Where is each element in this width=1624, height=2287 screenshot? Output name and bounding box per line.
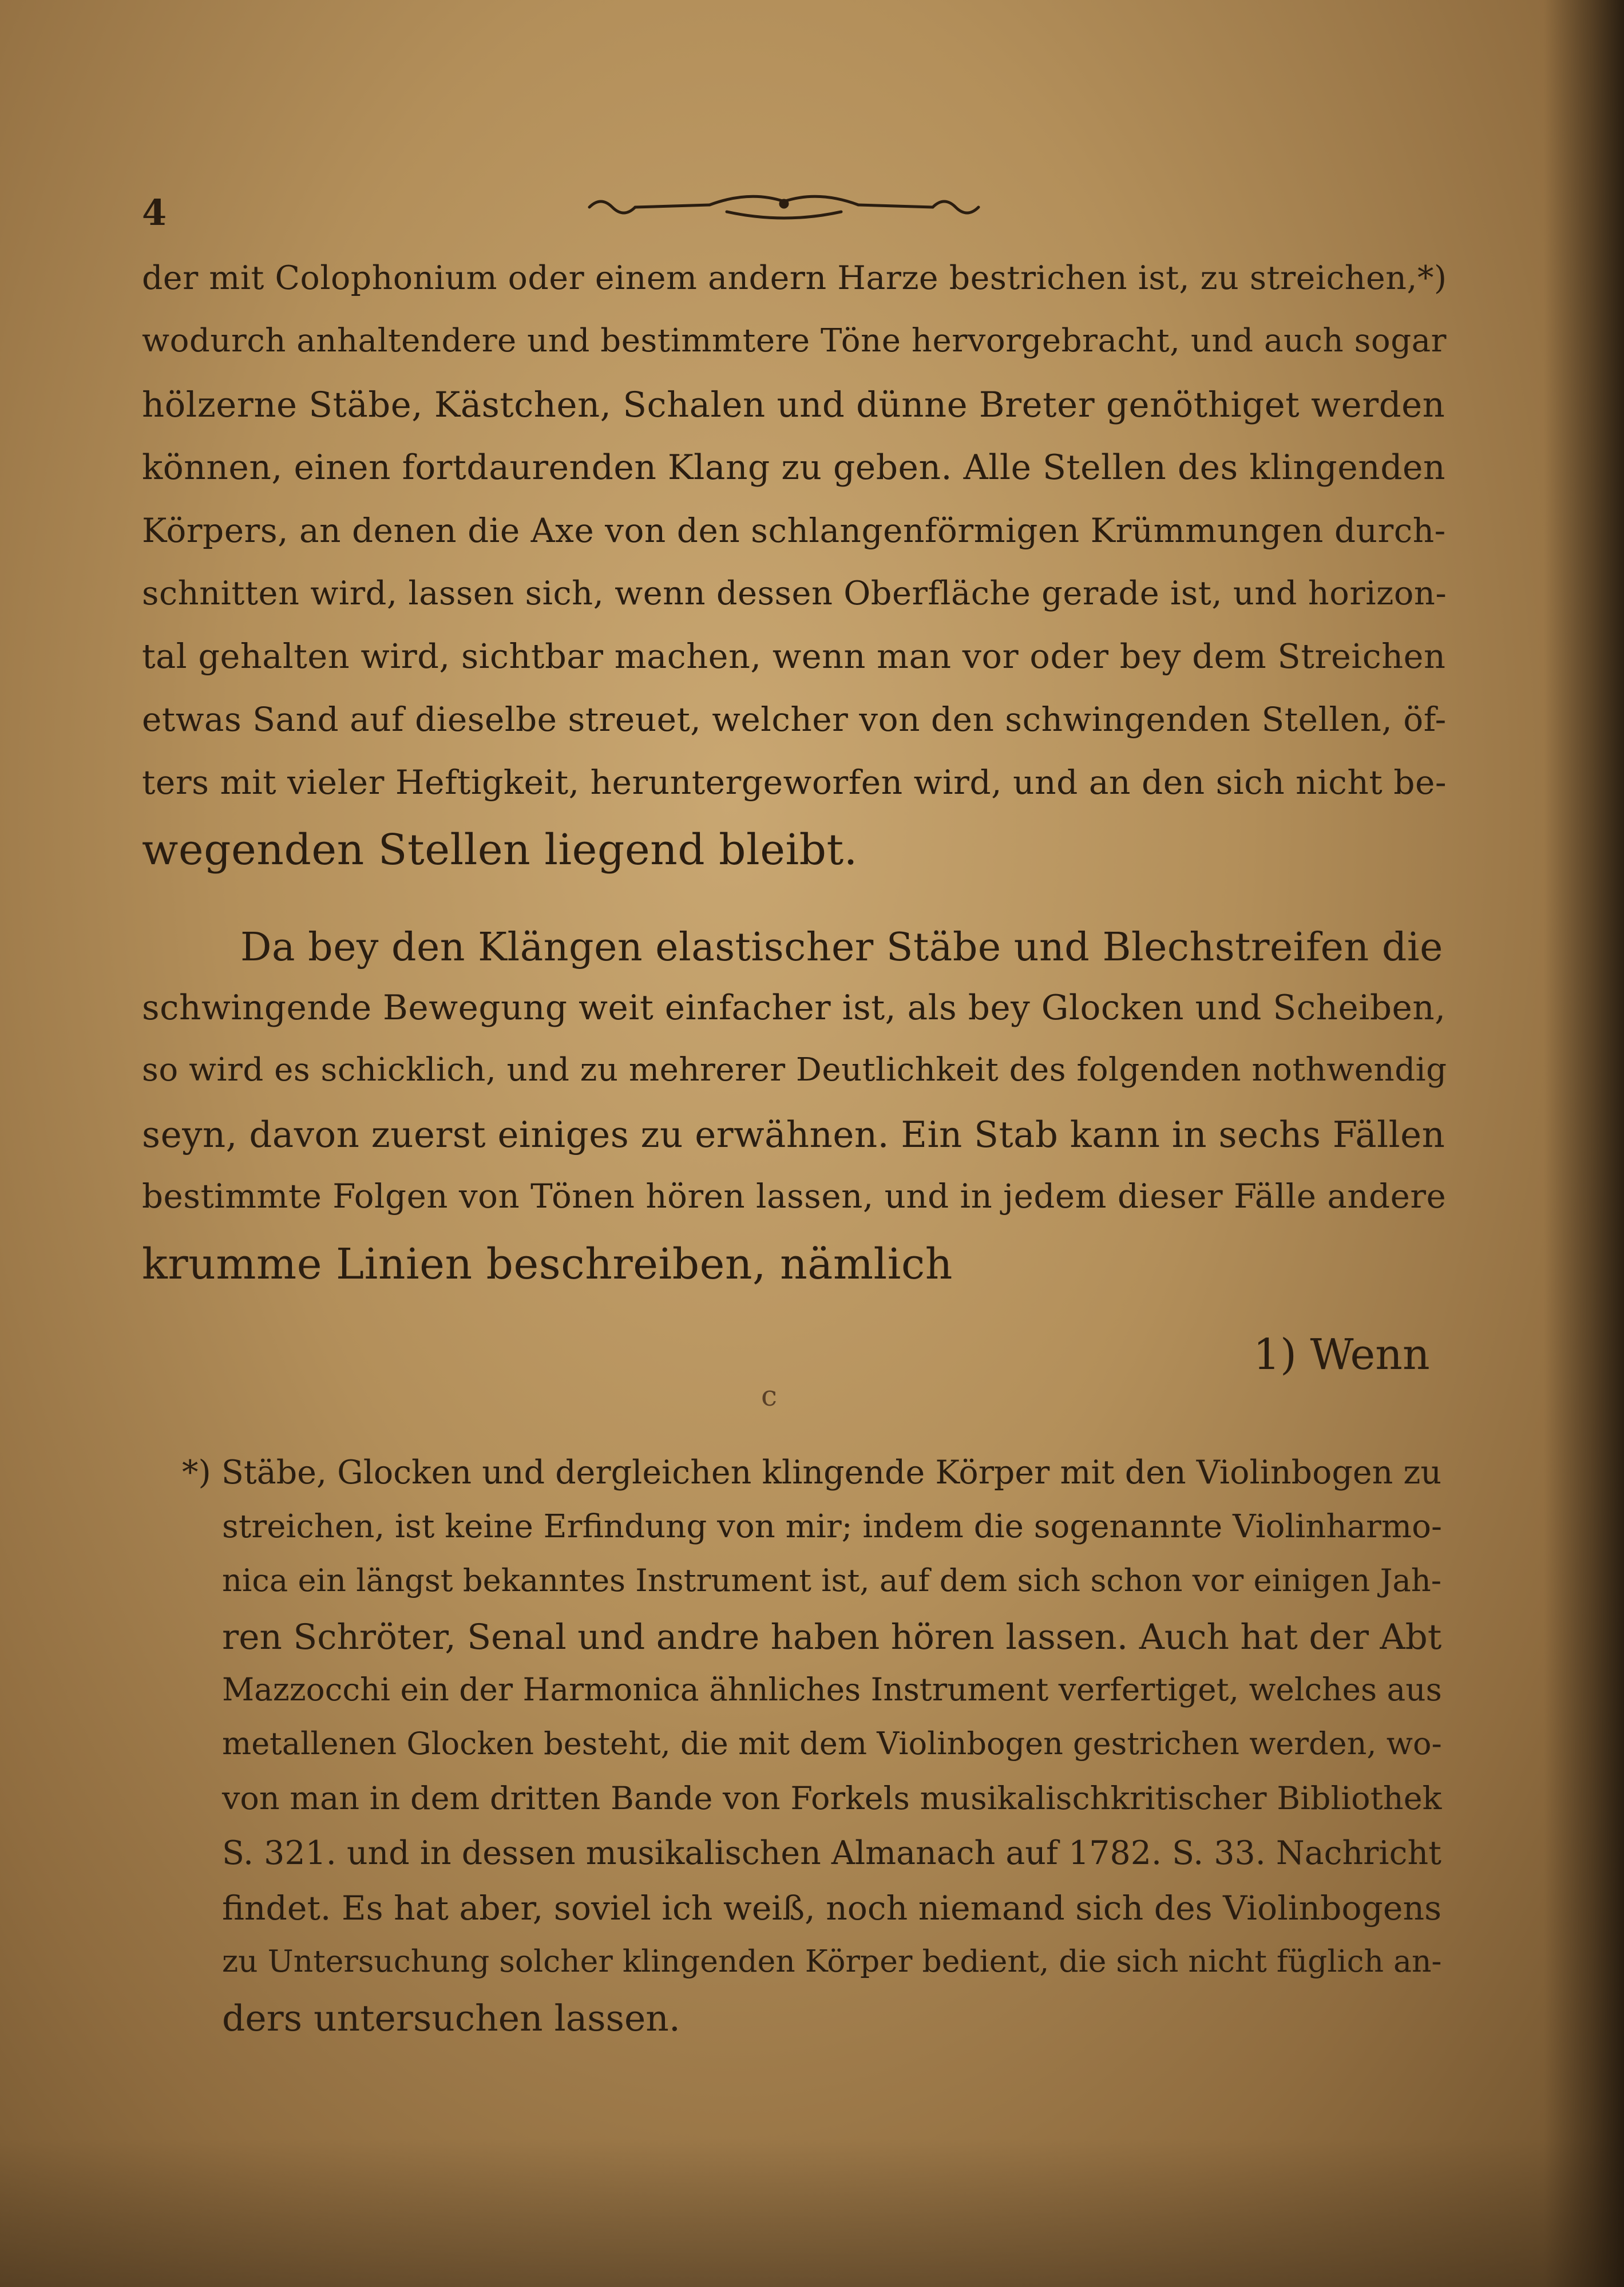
footnote-line: von man in dem dritten Bande von Forkels musikalischkritischer Bibliothek: [222, 1780, 1442, 1817]
footnote-line: Mazzocchi ein der Harmonica ähnliches Instrument verfertiget, welches aus: [222, 1671, 1442, 1708]
footnote-line: streichen, ist keine Erfindung von mir; indem die sogenannte Violinharmo-: [222, 1508, 1442, 1545]
catchword: 1) Wenn: [1253, 1330, 1430, 1379]
body-line: schwingende Bewegung weit einfacher ist, als bey Glocken und Scheiben,: [142, 988, 1446, 1028]
body-line: so wird es schicklich, und zu mehrerer Deutlichkeit des folgenden nothwendig: [142, 1051, 1447, 1089]
body-line: schnitten wird, lassen sich, wenn dessen Oberfläche gerade ist, und horizon-: [142, 574, 1447, 612]
footnote-line: zu Untersuchung solcher klingenden Körper bedient, die sich nicht füglich an-: [222, 1943, 1442, 1979]
footnote-line: *) Stäbe, Glocken und dergleichen klingende Körper mit den Violinbogen zu: [182, 1454, 1442, 1491]
page-bottom-shadow: [0, 2138, 1624, 2287]
body-line: ters mit vieler Heftigkeit, heruntergeworfen wird, und an den sich nicht be-: [142, 763, 1447, 802]
body-line: seyn, davon zuerst einiges zu erwähnen. Ein Stab kann in sechs Fällen: [142, 1114, 1445, 1156]
page-edge-shadow: [1544, 0, 1624, 2287]
footnote-line: metallenen Glocken besteht, die mit dem Violinbogen gestrichen werden, wo-: [222, 1726, 1442, 1762]
footnote-line: ders untersuchen lassen.: [222, 1997, 680, 2039]
body-line: Da bey den Klängen elastischer Stäbe und Blechstreifen die: [240, 925, 1443, 970]
body-line: wodurch anhaltendere und bestimmtere Töne hervorgebracht, und auch sogar: [142, 322, 1447, 359]
footnote-line: nica ein längst bekanntes Instrument ist, auf dem sich schon vor einigen Jah-: [222, 1562, 1442, 1598]
page-number: 4: [142, 192, 167, 234]
body-line: bestimmte Folgen von Tönen hören lassen, und in jedem dieser Fälle andere: [142, 1177, 1447, 1216]
body-line: tal gehalten wird, sichtbar machen, wenn man vor oder bey dem Streichen: [142, 636, 1446, 676]
signature-mark: c: [761, 1379, 778, 1412]
body-line: können, einen fortdaurenden Klang zu geben. Alle Stellen des klingenden: [142, 448, 1446, 488]
body-line: Körpers, an denen die Axe von den schlangenförmigen Krümmungen durch-: [142, 511, 1446, 550]
footnote-line: findet. Es hat aber, soviel ich weiß, noch niemand sich des Violinbogens: [222, 1889, 1442, 1928]
footnote-line: S. 321. und in dessen musikalischen Almanach auf 1782. S. 33. Nachricht: [222, 1834, 1442, 1872]
body-line: etwas Sand auf dieselbe streuet, welcher von den schwingenden Stellen, öf-: [142, 700, 1447, 739]
body-line: der mit Colophonium oder einem andern Harze bestrichen ist, zu streichen,*): [142, 259, 1447, 297]
body-line: krumme Linien beschreiben, nämlich: [142, 1240, 953, 1289]
decorative-rule-ornament-icon: [578, 184, 990, 230]
footnote-line: ren Schröter, Senal und andre haben hören lassen. Auch hat der Abt: [222, 1617, 1442, 1657]
body-line: wegenden Stellen liegend bleibt.: [142, 825, 858, 875]
body-line: hölzerne Stäbe, Kästchen, Schalen und dünne Breter genöthiget werden: [142, 385, 1445, 425]
